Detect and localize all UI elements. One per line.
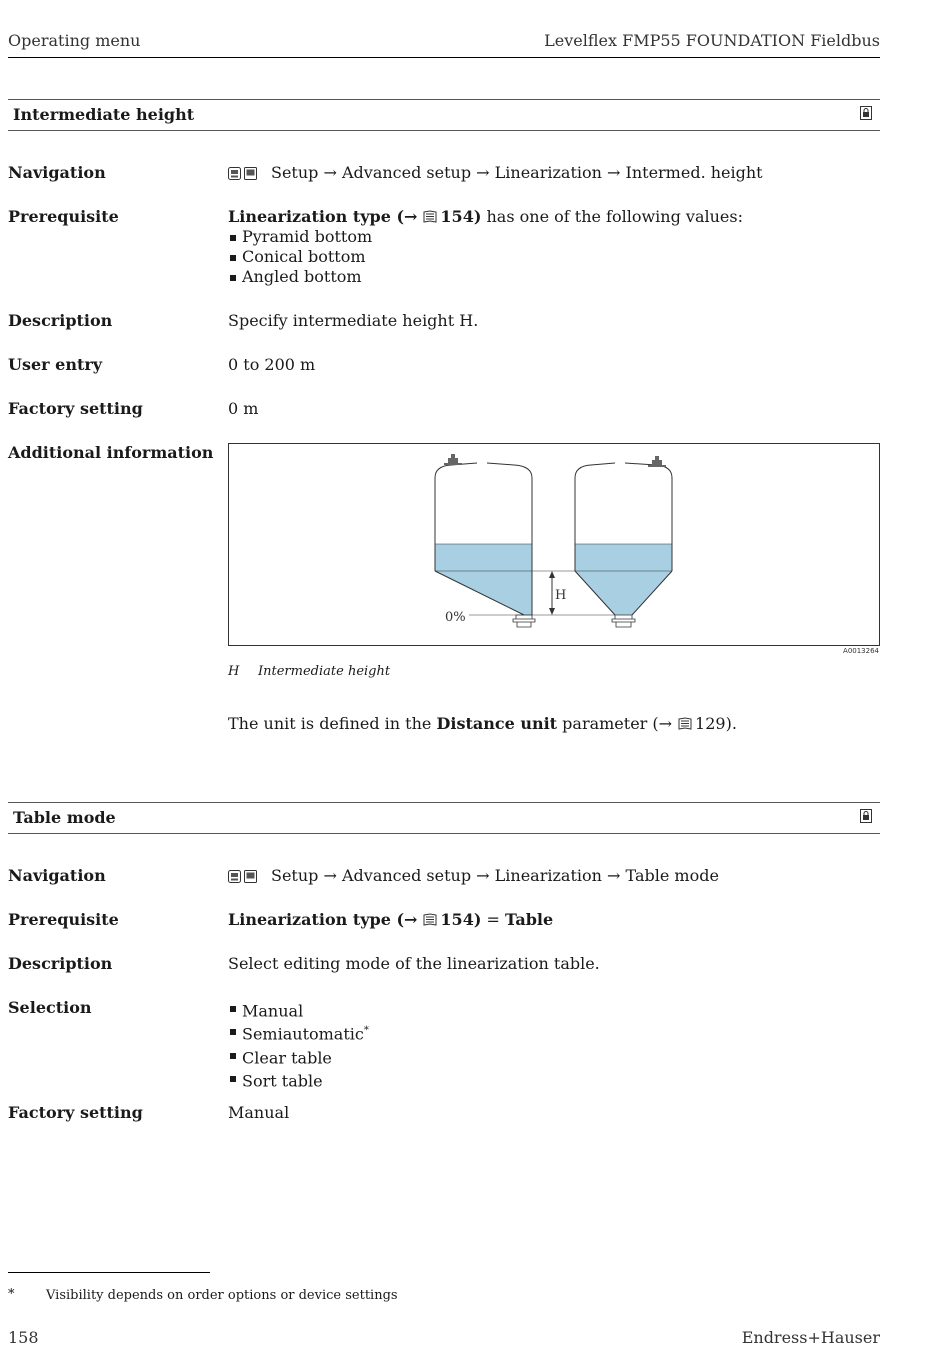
figure-id: A0013264 bbox=[843, 647, 879, 655]
navigation-path bbox=[228, 866, 719, 886]
list-item: Angled bottom bbox=[228, 267, 743, 287]
list-item: Manual bbox=[228, 998, 369, 1021]
display-icon bbox=[244, 870, 257, 883]
prerequisite-block bbox=[228, 910, 553, 930]
page-reference-icon bbox=[423, 210, 437, 223]
navigation-path bbox=[228, 163, 763, 183]
prerequisite-page: 154) bbox=[440, 207, 482, 226]
user-entry-value: 0 to 200 m bbox=[228, 355, 316, 374]
factory-setting-value: 0 m bbox=[228, 399, 259, 418]
label-additional-information: Additional information bbox=[8, 443, 214, 462]
header-divider bbox=[8, 57, 880, 58]
footnote-mark: * bbox=[8, 1287, 15, 1302]
selection-list bbox=[228, 998, 369, 1091]
navigation-path-text: Setup → Advanced setup → Linearization → Intermed. height bbox=[271, 163, 763, 182]
right-outlet-icon bbox=[612, 615, 635, 627]
label-selection: Selection bbox=[8, 998, 92, 1017]
label-factory-setting: Factory setting bbox=[8, 1103, 143, 1122]
caption-key: H bbox=[228, 664, 240, 679]
prerequisite-param: Linearization type (→ bbox=[228, 910, 418, 929]
list-item: Semiautomatic* bbox=[228, 1021, 369, 1044]
left-outlet-icon bbox=[513, 615, 535, 627]
description-text: Specify intermediate height H. bbox=[228, 311, 479, 330]
footnote-text: Visibility depends on order options or device settings bbox=[46, 1288, 398, 1303]
right-tank-upper-fill bbox=[575, 544, 672, 571]
section-title: Intermediate height bbox=[13, 105, 195, 124]
list-item: Clear table bbox=[228, 1045, 369, 1068]
distance-unit-param: Distance unit bbox=[436, 714, 558, 733]
unit-note: The unit is defined in the Distance unit parameter (→ 129). bbox=[228, 714, 737, 733]
selection-block bbox=[228, 998, 369, 1091]
left-tank-upper-fill bbox=[435, 544, 532, 571]
prerequisite-block bbox=[228, 207, 743, 287]
h-label: H bbox=[555, 588, 567, 603]
right-sensor-icon bbox=[648, 456, 666, 467]
lock-icon bbox=[860, 106, 872, 120]
section-title: Table mode bbox=[13, 808, 116, 827]
footnote-divider bbox=[8, 1272, 210, 1273]
prerequisite-param: Linearization type (→ bbox=[228, 207, 418, 226]
label-navigation: Navigation bbox=[8, 163, 106, 182]
prerequisite-values-list bbox=[228, 227, 743, 287]
label-prerequisite: Prerequisite bbox=[8, 207, 119, 226]
list-item: Sort table bbox=[228, 1068, 369, 1091]
label-factory-setting: Factory setting bbox=[8, 399, 143, 418]
prerequisite-page: 154) bbox=[440, 910, 482, 929]
footnote-reference: * bbox=[363, 1025, 369, 1037]
factory-setting-value: Manual bbox=[228, 1103, 290, 1122]
running-header-left: Operating menu bbox=[8, 31, 141, 50]
label-user-entry: User entry bbox=[8, 355, 103, 374]
brand-name: Endress+Hauser bbox=[741, 1328, 880, 1347]
tank-diagram-figure bbox=[228, 443, 880, 646]
label-prerequisite: Prerequisite bbox=[8, 910, 119, 929]
page-reference-icon bbox=[678, 717, 692, 730]
section-table-mode-bar bbox=[8, 802, 880, 834]
caption-text: Intermediate height bbox=[258, 664, 391, 679]
section-intermediate-height-bar bbox=[8, 99, 880, 131]
operating-tool-icon bbox=[228, 167, 241, 180]
operating-tool-icon bbox=[228, 870, 241, 883]
prerequisite-equals: = bbox=[486, 910, 500, 929]
running-header-right: Levelflex FMP55 FOUNDATION Fieldbus bbox=[544, 31, 880, 50]
description-text: Select editing mode of the linearization table. bbox=[228, 954, 600, 973]
left-tank-lower-fill bbox=[435, 571, 532, 615]
list-item: Pyramid bottom bbox=[228, 227, 743, 247]
label-navigation: Navigation bbox=[8, 866, 106, 885]
navigation-path-text: Setup → Advanced setup → Linearization → Table mode bbox=[271, 866, 719, 885]
prerequisite-value: Table bbox=[504, 910, 554, 929]
right-tank-lower-fill bbox=[575, 571, 672, 615]
lock-icon bbox=[860, 809, 872, 823]
page-number: 158 bbox=[8, 1328, 39, 1347]
label-description: Description bbox=[8, 954, 113, 973]
zero-percent-label: 0% bbox=[445, 610, 466, 625]
list-item: Conical bottom bbox=[228, 247, 743, 267]
prerequisite-suffix: has one of the following values: bbox=[486, 207, 743, 226]
tank-diagram bbox=[229, 444, 879, 645]
page-reference-icon bbox=[423, 913, 437, 926]
left-sensor-icon bbox=[444, 454, 462, 465]
display-icon bbox=[244, 167, 257, 180]
label-description: Description bbox=[8, 311, 113, 330]
